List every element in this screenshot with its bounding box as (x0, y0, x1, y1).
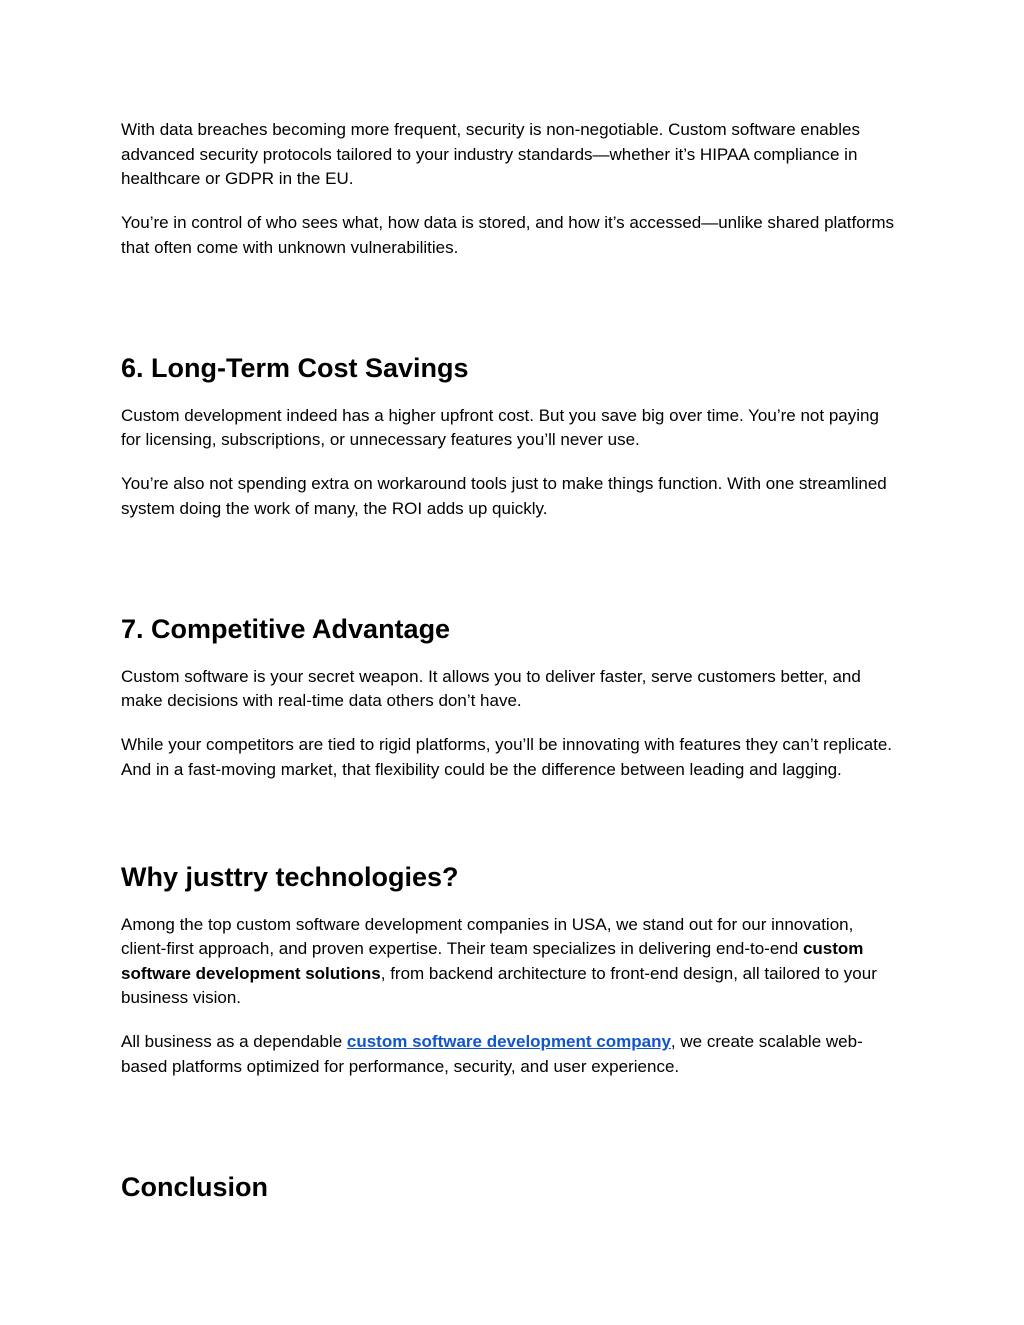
why-paragraph-1-text-start: Among the top custom software development companies in USA, we stand out for our innovation, client-first approach, and proven expertise. Their team specializes in delivering end-to-end (121, 914, 854, 958)
why-paragraph-2-text-end: , we create scalable web-based platforms optimized for performance, security, and user experience. (121, 1032, 863, 1076)
section-heading-competitive-advantage: 7. Competitive Advantage (121, 613, 451, 644)
document-page (121, 118, 901, 1204)
custom-software-company-link[interactable]: custom software development company (346, 1032, 671, 1051)
intro-paragraph-control: You’re in control of who sees what, how data is stored, and how it’s accessed—unlike shared platforms that often come with unknown vulnerabilities. (121, 213, 894, 257)
competitive-advantage-paragraph-1: Custom software is your secret weapon. It allows you to deliver faster, serve customers better, and make decisions with real-time data others don’t have. (121, 666, 861, 710)
cost-savings-paragraph-2: You’re also not spending extra on workaround tools just to make things function. With one streamlined system doing the work of many, the ROI adds up quickly. (121, 474, 887, 518)
competitive-advantage-paragraph-2: While your competitors are tied to rigid platforms, you’ll be innovating with features they can’t replicate. And in a fast-moving market, that flexibility could be the difference between leading and lagging. (121, 735, 893, 779)
cost-savings-paragraph-1: Custom development indeed has a higher upfront cost. But you save big over time. You’re not paying for licensing, subscriptions, or unnecessary features you’ll never use. (121, 405, 879, 449)
section-heading-cost-savings: 6. Long-Term Cost Savings (121, 352, 469, 383)
why-paragraph-1 (121, 913, 901, 1011)
section-heading-conclusion: Conclusion (121, 1171, 268, 1202)
why-paragraph-2 (121, 1030, 901, 1079)
section-heading-why-justtry: Why justtry technologies? (121, 861, 459, 892)
why-paragraph-1-text-end: , from backend architecture to front-end design, all tailored to your business vision. (121, 963, 877, 1007)
why-paragraph-1-bold-phrase: custom software development solutions (121, 939, 864, 983)
intro-paragraph-security: With data breaches becoming more frequent, security is non-negotiable. Custom software enables advanced security protocols tailored to your industry standards—whether it’s HIPAA compliance in healthcare or GDPR in the EU. (121, 120, 860, 188)
why-paragraph-2-text-start: All business as a dependable (121, 1032, 347, 1051)
